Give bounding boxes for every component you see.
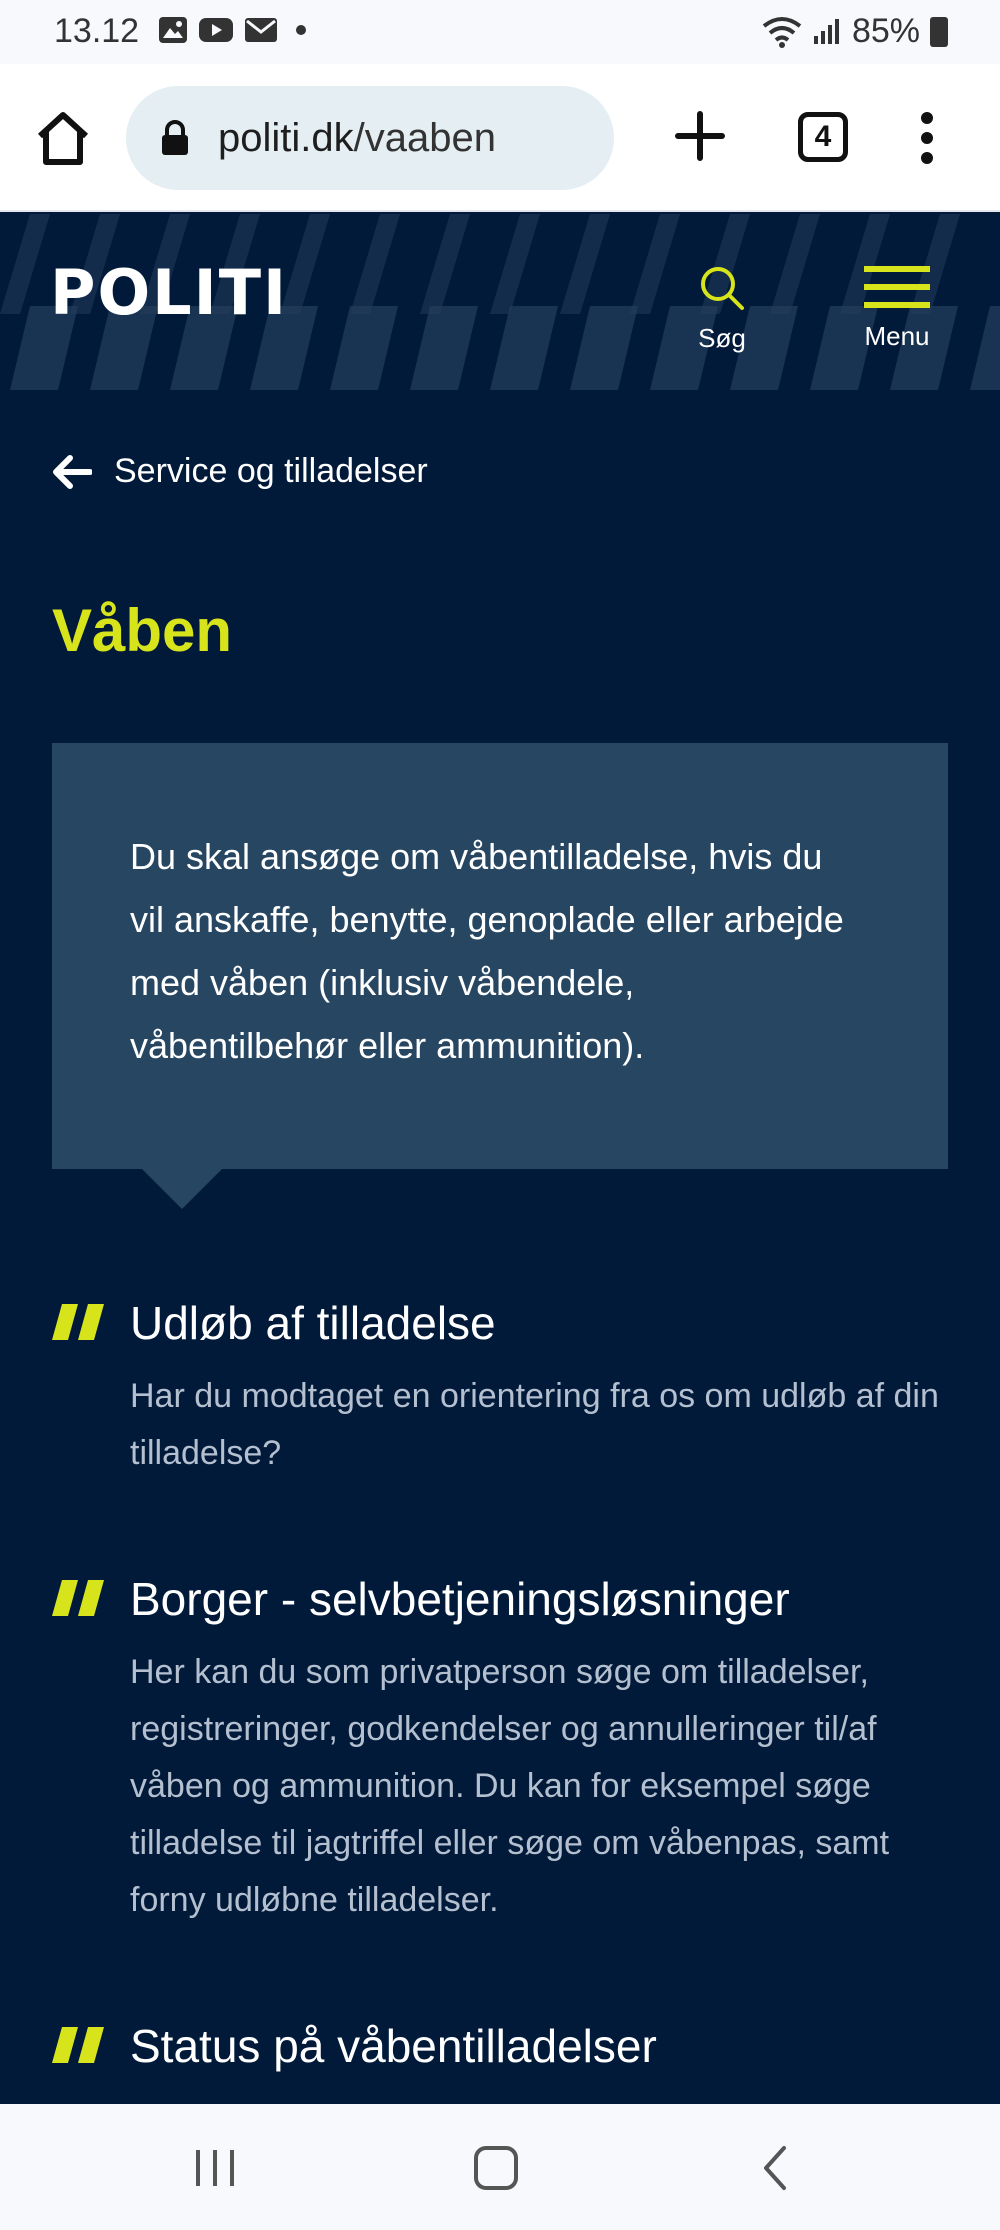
status-time: 13.12	[54, 12, 140, 50]
section-description: Her kan du som privatperson søge om tilladelser, registreringer, godkendelser og annulleringer til/af våben og ammunition. Du kan for eksempel søge tilladelse til jagtriffel eller søge om våbenpas, samt forny udløbne tilladelser.	[130, 1653, 890, 1919]
politi-logo[interactable]: POLITI	[50, 256, 289, 329]
mail-icon	[244, 16, 278, 44]
arrow-left-icon	[52, 455, 92, 489]
site-header	[0, 214, 1000, 390]
tab-switcher-button[interactable]: 4	[798, 112, 848, 162]
section-udloeb[interactable]	[52, 1290, 952, 1482]
gallery-icon	[158, 16, 188, 44]
search-label: Søg	[698, 323, 746, 353]
intro-box-pointer	[142, 1169, 222, 1209]
system-nav-bar	[0, 2104, 1000, 2230]
more-options-icon[interactable]	[912, 108, 942, 168]
lock-icon	[160, 120, 190, 156]
new-tab-icon[interactable]	[672, 108, 728, 164]
home-icon[interactable]	[34, 110, 92, 166]
section-status[interactable]	[52, 2013, 952, 2079]
page-title: Våben	[52, 597, 233, 664]
quote-mark-icon	[52, 2027, 108, 2063]
hamburger-icon	[862, 264, 932, 310]
signal-icon	[812, 18, 842, 46]
section-title[interactable]: Borger - selvbetjeningsløsninger	[130, 1573, 790, 1625]
section-title[interactable]: Status på våbentilladelser	[130, 2020, 657, 2072]
recents-icon[interactable]	[192, 2146, 238, 2190]
nav-back-icon[interactable]	[760, 2144, 790, 2192]
youtube-icon	[198, 16, 234, 44]
status-bar	[0, 0, 1000, 64]
battery-icon	[930, 17, 948, 47]
address-bar[interactable]	[126, 86, 614, 190]
status-right	[762, 12, 948, 51]
url-path: /vaaben	[353, 116, 496, 160]
intro-box	[52, 743, 948, 1169]
wifi-icon	[762, 16, 802, 48]
quote-mark-icon	[52, 1580, 108, 1616]
search-icon	[698, 264, 746, 312]
more-notifications-dot	[296, 25, 306, 35]
search-button[interactable]	[680, 264, 764, 354]
intro-text: Du skal ansøge om våbentilladelse, hvis du vil anskaffe, benytte, genoplade eller arbejde med våben (inklusiv våbendele, våbentilbehør eller ammunition).	[130, 836, 844, 1066]
nav-home-button[interactable]	[474, 2146, 518, 2190]
back-link-label: Service og tilladelser	[114, 452, 428, 490]
quote-mark-icon	[52, 1304, 108, 1340]
menu-label: Menu	[864, 321, 930, 351]
back-link[interactable]	[52, 452, 428, 491]
section-selvbetjening[interactable]	[52, 1566, 952, 1929]
url-domain: politi.dk	[218, 116, 354, 160]
section-description: Har du modtaget en orientering fra os om udløb af din tilladelse?	[130, 1377, 939, 1472]
url-text	[218, 116, 496, 161]
browser-toolbar	[0, 64, 1000, 212]
menu-button[interactable]	[854, 264, 940, 352]
section-list	[52, 1290, 952, 2091]
section-title[interactable]: Udløb af tilladelse	[130, 1297, 496, 1349]
notification-icons	[158, 16, 306, 44]
battery-percent: 85%	[851, 12, 920, 50]
